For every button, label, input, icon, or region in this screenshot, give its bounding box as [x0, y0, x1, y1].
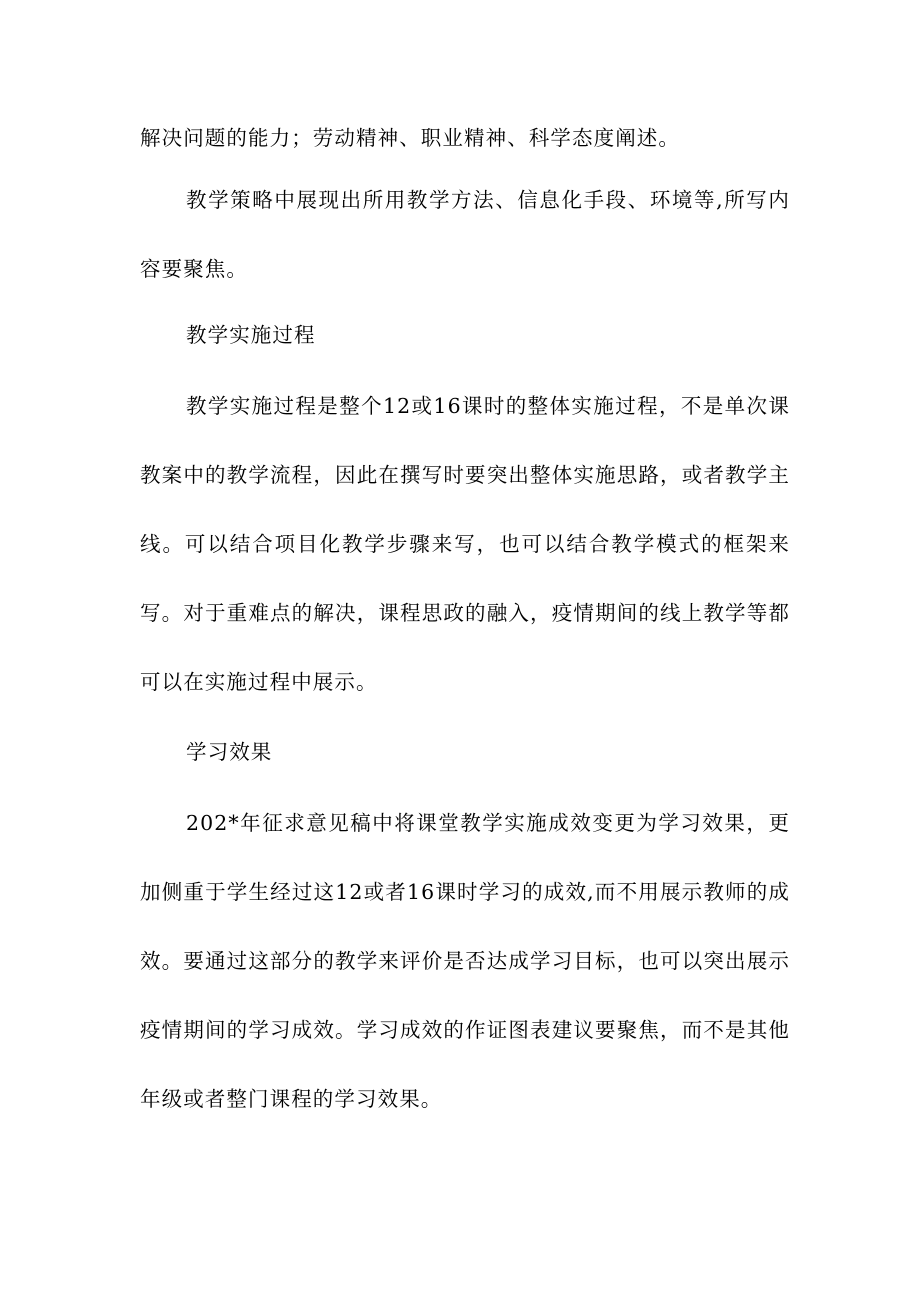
paragraph-continued: 解决问题的能力；劳动精神、职业精神、科学态度阐述。: [140, 126, 680, 150]
paragraph-teaching-process: 教学实施过程是整个12或16课时的整体实施过程，不是单次课教案中的教学流程，因此在撰写时要突出整体实施思路，或者教学主线。可以结合项目化教学步骤来写，也可以结合教学模式的框架来写。对于重难点的解决，课程思政的融入，疫情期间的线上教学等都可以在实施过程中展示。: [140, 394, 790, 694]
section-heading-learning-effect: 学习效果: [186, 740, 273, 764]
section-heading-teaching-process: 教学实施过程: [186, 323, 316, 347]
paragraph-teaching-strategy: 教学策略中展现出所用教学方法、信息化手段、环境等,所写内容要聚焦。: [140, 188, 790, 281]
paragraph-learning-effect: 202*年征求意见稿中将课堂教学实施成效变更为学习效果，更加侧重于学生经过这12或者16课时学习的成效,而不用展示教师的成效。要通过这部分的教学来评价是否达成学习目标，也可以突出展示疫情期间的学习成效。学习成效的作证图表建议要聚焦，而不是其他年级或者整门课程的学习效果。: [140, 811, 790, 1111]
